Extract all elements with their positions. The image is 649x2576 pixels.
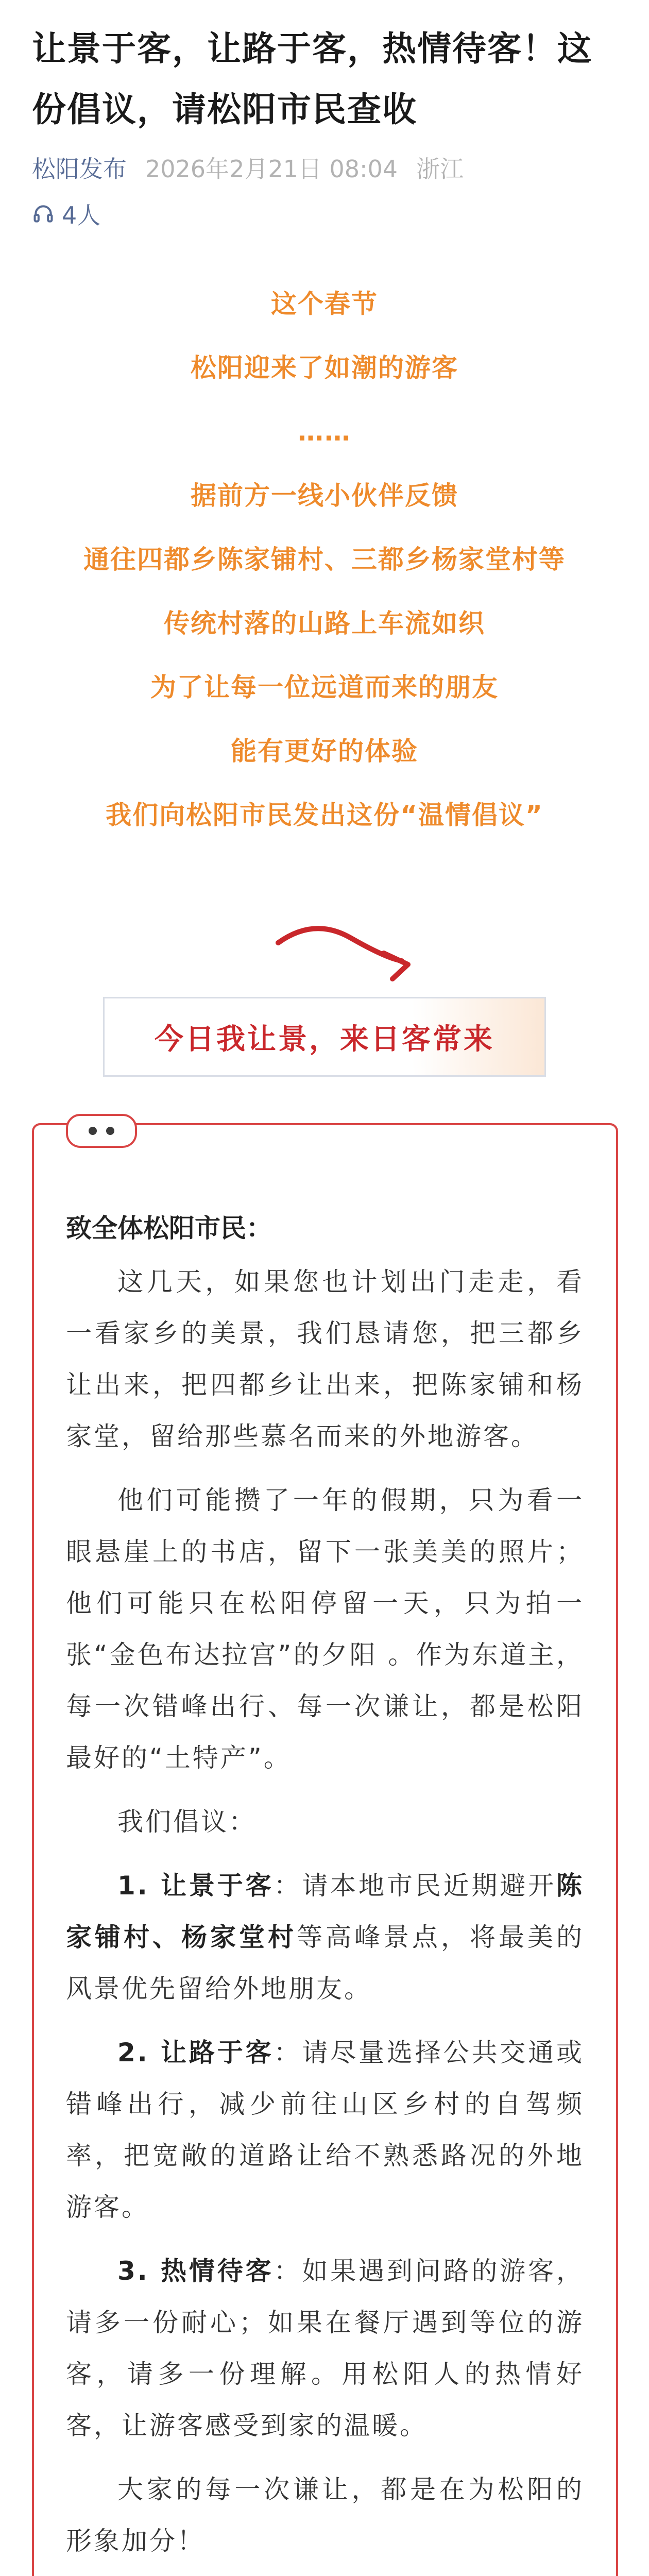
letter-greeting: 致全体松阳市民： (66, 1213, 272, 1243)
speech-bubble-icon (66, 1114, 137, 1148)
proposal-item-1-text-end: 等高峰景点，将最美的风景优先留给外地朋友。 (66, 1922, 584, 2004)
account-name-link[interactable]: 松阳发布 (32, 155, 127, 183)
intro-line: 这个春节 (271, 289, 378, 319)
slogan-text: 今日我让景，来日客常来 (155, 1022, 494, 1056)
proposal-item-1 (66, 1860, 584, 2014)
intro-line: 能有更好的体验 (231, 736, 418, 766)
proposal-item-3-head: 3. 热情待客 (117, 2256, 274, 2286)
proposal-item-2 (66, 2027, 584, 2233)
listen-count-label: 4人 (62, 201, 101, 229)
article-header (0, 0, 649, 231)
publish-location: 浙江 (416, 155, 464, 183)
proposal-item-3 (66, 2245, 584, 2451)
intro-text (0, 289, 649, 831)
intro-line: 传统村落的山路上车流如织 (164, 608, 485, 638)
intro-line: 松阳迎来了如潮的游客 (191, 353, 458, 383)
letter-paragraph-3: 我们倡议： (117, 1807, 257, 1837)
publish-date: 2026年2月21日 08:04 (145, 155, 398, 183)
letter-card (32, 1123, 618, 2576)
slogan-banner (103, 997, 546, 1077)
article-title: 让景于客，让路于客，热情待客！这份倡议，请松阳市民查收 (32, 29, 592, 129)
proposal-item-2-text: ：请尽量选择公共交通或错峰出行，减少前往山区乡村的自驾频率，把宽敞的道路让给不熟悉路况的外地游客。 (66, 2038, 584, 2222)
article-meta (32, 150, 617, 184)
letter-paragraph-2: 他们可能攒了一年的假期，只为看一眼悬崖上的书店，留下一张美美的照片；他们可能只在松阳停留一天，只为拍一张“金色布达拉宫”的夕阳 。作为东道主，每一次错峰出行、每一次谦让，都是松阳最好的“土特产”。 (66, 1485, 584, 1773)
proposal-item-1-text: ：请本地市民近期避开 (274, 1871, 556, 1901)
intro-line: 我们向松阳市民发出这份“温情倡议” (106, 800, 543, 830)
proposal-item-1-places: 陈家铺村、杨家堂村 (66, 1871, 584, 1952)
intro-line: 据前方一线小伙伴反馈 (191, 481, 458, 511)
proposal-item-1-head: 1. 让景于客 (117, 1871, 274, 1901)
proposal-item-2-head: 2. 让路于客 (117, 2038, 274, 2067)
proposal-item-3-text: ：如果遇到问路的游客，请多一份耐心；如果在餐厅遇到等位的游客，请多一份理解。用松阳人的热情好客，让游客感受到家的温暖。 (66, 2256, 584, 2441)
headphones-icon (32, 202, 55, 225)
intro-line: 为了让每一位远道而来的朋友 (150, 672, 499, 702)
letter-paragraph-1: 这几天，如果您也计划出门走走，看一看家乡的美景，我们恳请您，把三都乡让出来，把四都乡让出来，把陈家铺和杨家堂，留给那些慕名而来的外地游客。 (66, 1267, 584, 1451)
intro-line: 通往四都乡陈家铺村、三都乡杨家堂村等 (83, 545, 566, 574)
listen-count[interactable] (32, 197, 617, 231)
intro-line: …… (298, 417, 351, 447)
letter-closing: 大家的每一次谦让，都是在为松阳的形象加分！ (66, 2475, 584, 2556)
curved-arrow-icon (273, 912, 428, 984)
